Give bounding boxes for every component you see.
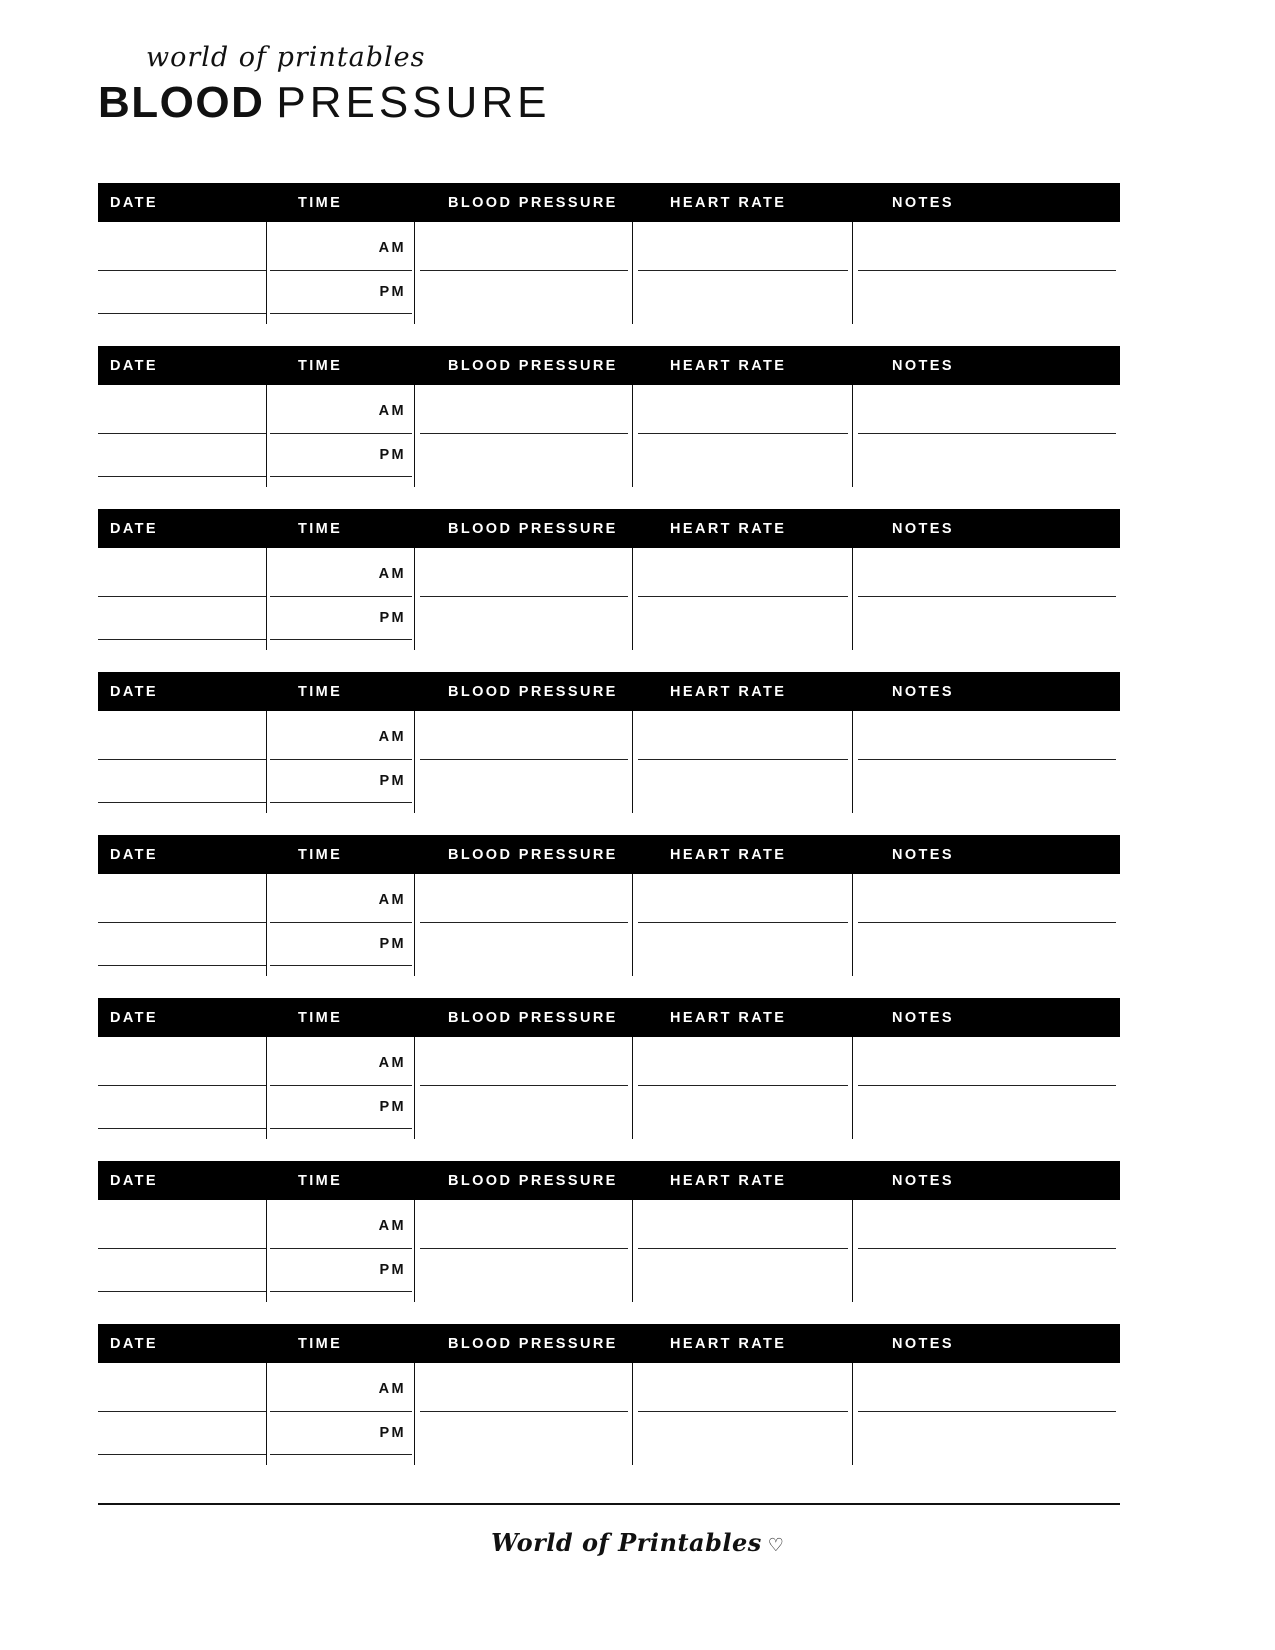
heart-rate-line[interactable] — [638, 922, 848, 923]
notes-line[interactable] — [858, 433, 1116, 434]
date-line-am[interactable] — [98, 759, 266, 760]
column-header-blood-pressure: BLOOD PRESSURE — [448, 1009, 618, 1026]
table-body-row — [98, 548, 1120, 650]
column-header-heart-rate: HEART RATE — [670, 1335, 787, 1352]
log-block — [98, 183, 1120, 324]
log-table-list — [98, 183, 1120, 1487]
heart-rate-line[interactable] — [638, 433, 848, 434]
heart-rate-line[interactable] — [638, 1085, 848, 1086]
time-line-am[interactable] — [270, 1085, 412, 1086]
date-line-am[interactable] — [98, 1411, 266, 1412]
column-header-blood-pressure: BLOOD PRESSURE — [448, 520, 618, 537]
column-divider — [632, 1200, 633, 1302]
brand-script-label: world of printables — [146, 42, 426, 73]
column-divider — [632, 222, 633, 324]
footer-brand-label: World of Printables — [491, 1528, 762, 1557]
column-header-heart-rate: HEART RATE — [670, 520, 787, 537]
date-line-pm[interactable] — [98, 476, 266, 477]
column-header-date: DATE — [110, 1172, 158, 1189]
bottom-divider — [98, 1503, 1120, 1505]
time-label-pm: PM — [379, 284, 406, 300]
table-body-row — [98, 1037, 1120, 1139]
heart-rate-line[interactable] — [638, 1411, 848, 1412]
column-header-time: TIME — [298, 846, 343, 863]
column-header-heart-rate: HEART RATE — [670, 194, 787, 211]
column-divider — [266, 1037, 267, 1139]
column-divider — [852, 1363, 853, 1465]
column-header-notes: NOTES — [892, 683, 954, 700]
column-header-blood-pressure: BLOOD PRESSURE — [448, 1335, 618, 1352]
date-line-am[interactable] — [98, 270, 266, 271]
log-block — [98, 1161, 1120, 1302]
column-header-date: DATE — [110, 194, 158, 211]
date-line-am[interactable] — [98, 433, 266, 434]
time-label-am: AM — [378, 1381, 406, 1397]
column-header-blood-pressure: BLOOD PRESSURE — [448, 683, 618, 700]
blood-pressure-line[interactable] — [420, 922, 628, 923]
page-title — [98, 78, 798, 127]
time-label-am: AM — [378, 1055, 406, 1071]
time-label-am: AM — [378, 403, 406, 419]
column-header-heart-rate: HEART RATE — [670, 683, 787, 700]
column-divider — [632, 1363, 633, 1465]
log-block — [98, 835, 1120, 976]
notes-line[interactable] — [858, 1248, 1116, 1249]
heart-rate-line[interactable] — [638, 759, 848, 760]
blood-pressure-line[interactable] — [420, 596, 628, 597]
column-divider — [852, 874, 853, 976]
time-label-pm: PM — [379, 936, 406, 952]
time-line-pm[interactable] — [270, 639, 412, 640]
column-divider — [852, 1037, 853, 1139]
column-header-heart-rate: HEART RATE — [670, 357, 787, 374]
column-header-date: DATE — [110, 357, 158, 374]
time-label-pm: PM — [379, 447, 406, 463]
table-body-row — [98, 1363, 1120, 1465]
column-divider — [414, 385, 415, 487]
time-label-am: AM — [378, 729, 406, 745]
column-header-blood-pressure: BLOOD PRESSURE — [448, 1172, 618, 1189]
column-divider — [414, 874, 415, 976]
table-header-row — [98, 346, 1120, 385]
time-label-pm: PM — [379, 1262, 406, 1278]
table-body-row — [98, 222, 1120, 324]
notes-line[interactable] — [858, 596, 1116, 597]
date-line-pm[interactable] — [98, 1291, 266, 1292]
time-line-pm[interactable] — [270, 1128, 412, 1129]
column-divider — [852, 711, 853, 813]
date-line-am[interactable] — [98, 922, 266, 923]
time-label-pm: PM — [379, 1425, 406, 1441]
log-block — [98, 346, 1120, 487]
notes-line[interactable] — [858, 922, 1116, 923]
date-line-pm[interactable] — [98, 965, 266, 966]
column-header-date: DATE — [110, 520, 158, 537]
time-label-pm: PM — [379, 610, 406, 626]
time-line-am[interactable] — [270, 922, 412, 923]
column-header-notes: NOTES — [892, 1009, 954, 1026]
column-header-time: TIME — [298, 1172, 343, 1189]
blood-pressure-line[interactable] — [420, 270, 628, 271]
column-divider — [852, 385, 853, 487]
column-header-date: DATE — [110, 846, 158, 863]
column-header-heart-rate: HEART RATE — [670, 1172, 787, 1189]
blood-pressure-line[interactable] — [420, 1248, 628, 1249]
column-divider — [266, 874, 267, 976]
column-header-time: TIME — [298, 520, 343, 537]
column-divider — [266, 711, 267, 813]
column-divider — [266, 548, 267, 650]
column-header-date: DATE — [110, 683, 158, 700]
column-header-time: TIME — [298, 683, 343, 700]
column-header-blood-pressure: BLOOD PRESSURE — [448, 846, 618, 863]
column-header-notes: NOTES — [892, 194, 954, 211]
date-line-am[interactable] — [98, 596, 266, 597]
table-header-row — [98, 835, 1120, 874]
table-header-row — [98, 509, 1120, 548]
log-block — [98, 509, 1120, 650]
column-divider — [414, 1200, 415, 1302]
log-block — [98, 1324, 1120, 1465]
time-line-pm[interactable] — [270, 802, 412, 803]
time-label-am: AM — [378, 566, 406, 582]
column-divider — [266, 1363, 267, 1465]
notes-line[interactable] — [858, 759, 1116, 760]
heart-rate-line[interactable] — [638, 270, 848, 271]
blood-pressure-line[interactable] — [420, 433, 628, 434]
column-header-blood-pressure: BLOOD PRESSURE — [448, 194, 618, 211]
table-header-row — [98, 672, 1120, 711]
time-line-pm[interactable] — [270, 1291, 412, 1292]
column-divider — [414, 711, 415, 813]
table-body-row — [98, 711, 1120, 813]
time-line-am[interactable] — [270, 270, 412, 271]
column-divider — [632, 874, 633, 976]
column-header-date: DATE — [110, 1009, 158, 1026]
table-body-row — [98, 1200, 1120, 1302]
blood-pressure-line[interactable] — [420, 759, 628, 760]
column-divider — [266, 1200, 267, 1302]
time-line-am[interactable] — [270, 1248, 412, 1249]
column-divider — [852, 222, 853, 324]
page-title-bold: BLOOD — [98, 78, 265, 127]
column-divider — [632, 711, 633, 813]
heart-rate-line[interactable] — [638, 596, 848, 597]
column-divider — [632, 548, 633, 650]
time-label-pm: PM — [379, 1099, 406, 1115]
notes-line[interactable] — [858, 1085, 1116, 1086]
log-block — [98, 672, 1120, 813]
table-header-row — [98, 183, 1120, 222]
column-divider — [266, 385, 267, 487]
time-line-pm[interactable] — [270, 476, 412, 477]
notes-line[interactable] — [858, 270, 1116, 271]
date-line-am[interactable] — [98, 1085, 266, 1086]
heart-icon: ♡ — [767, 1535, 784, 1555]
column-header-time: TIME — [298, 194, 343, 211]
column-divider — [852, 548, 853, 650]
column-header-notes: NOTES — [892, 1172, 954, 1189]
table-header-row — [98, 1324, 1120, 1363]
page-header — [98, 44, 798, 125]
time-line-am[interactable] — [270, 596, 412, 597]
page-footer — [0, 1528, 1275, 1557]
notes-line[interactable] — [858, 1411, 1116, 1412]
time-line-pm[interactable] — [270, 965, 412, 966]
date-line-pm[interactable] — [98, 313, 266, 314]
log-block — [98, 998, 1120, 1139]
time-label-am: AM — [378, 1218, 406, 1234]
time-line-am[interactable] — [270, 759, 412, 760]
column-divider — [414, 222, 415, 324]
time-line-am[interactable] — [270, 433, 412, 434]
column-divider — [852, 1200, 853, 1302]
date-line-pm[interactable] — [98, 802, 266, 803]
time-line-pm[interactable] — [270, 1454, 412, 1455]
date-line-pm[interactable] — [98, 1128, 266, 1129]
column-divider — [632, 385, 633, 487]
column-header-date: DATE — [110, 1335, 158, 1352]
column-header-notes: NOTES — [892, 1335, 954, 1352]
column-header-heart-rate: HEART RATE — [670, 1009, 787, 1026]
date-line-pm[interactable] — [98, 1454, 266, 1455]
time-label-pm: PM — [379, 773, 406, 789]
column-divider — [414, 1037, 415, 1139]
column-divider — [632, 1037, 633, 1139]
heart-rate-line[interactable] — [638, 1248, 848, 1249]
time-line-am[interactable] — [270, 1411, 412, 1412]
blood-pressure-line[interactable] — [420, 1085, 628, 1086]
table-header-row — [98, 1161, 1120, 1200]
column-header-heart-rate: HEART RATE — [670, 846, 787, 863]
table-header-row — [98, 998, 1120, 1037]
date-line-pm[interactable] — [98, 639, 266, 640]
column-header-notes: NOTES — [892, 520, 954, 537]
blood-pressure-line[interactable] — [420, 1411, 628, 1412]
table-body-row — [98, 385, 1120, 487]
time-line-pm[interactable] — [270, 313, 412, 314]
column-header-blood-pressure: BLOOD PRESSURE — [448, 357, 618, 374]
column-divider — [266, 222, 267, 324]
column-header-notes: NOTES — [892, 357, 954, 374]
time-label-am: AM — [378, 240, 406, 256]
column-divider — [414, 1363, 415, 1465]
column-divider — [414, 548, 415, 650]
page-title-light: PRESSURE — [276, 78, 551, 127]
column-header-notes: NOTES — [892, 846, 954, 863]
time-label-am: AM — [378, 892, 406, 908]
table-body-row — [98, 874, 1120, 976]
column-header-time: TIME — [298, 357, 343, 374]
column-header-time: TIME — [298, 1335, 343, 1352]
column-header-time: TIME — [298, 1009, 343, 1026]
date-line-am[interactable] — [98, 1248, 266, 1249]
